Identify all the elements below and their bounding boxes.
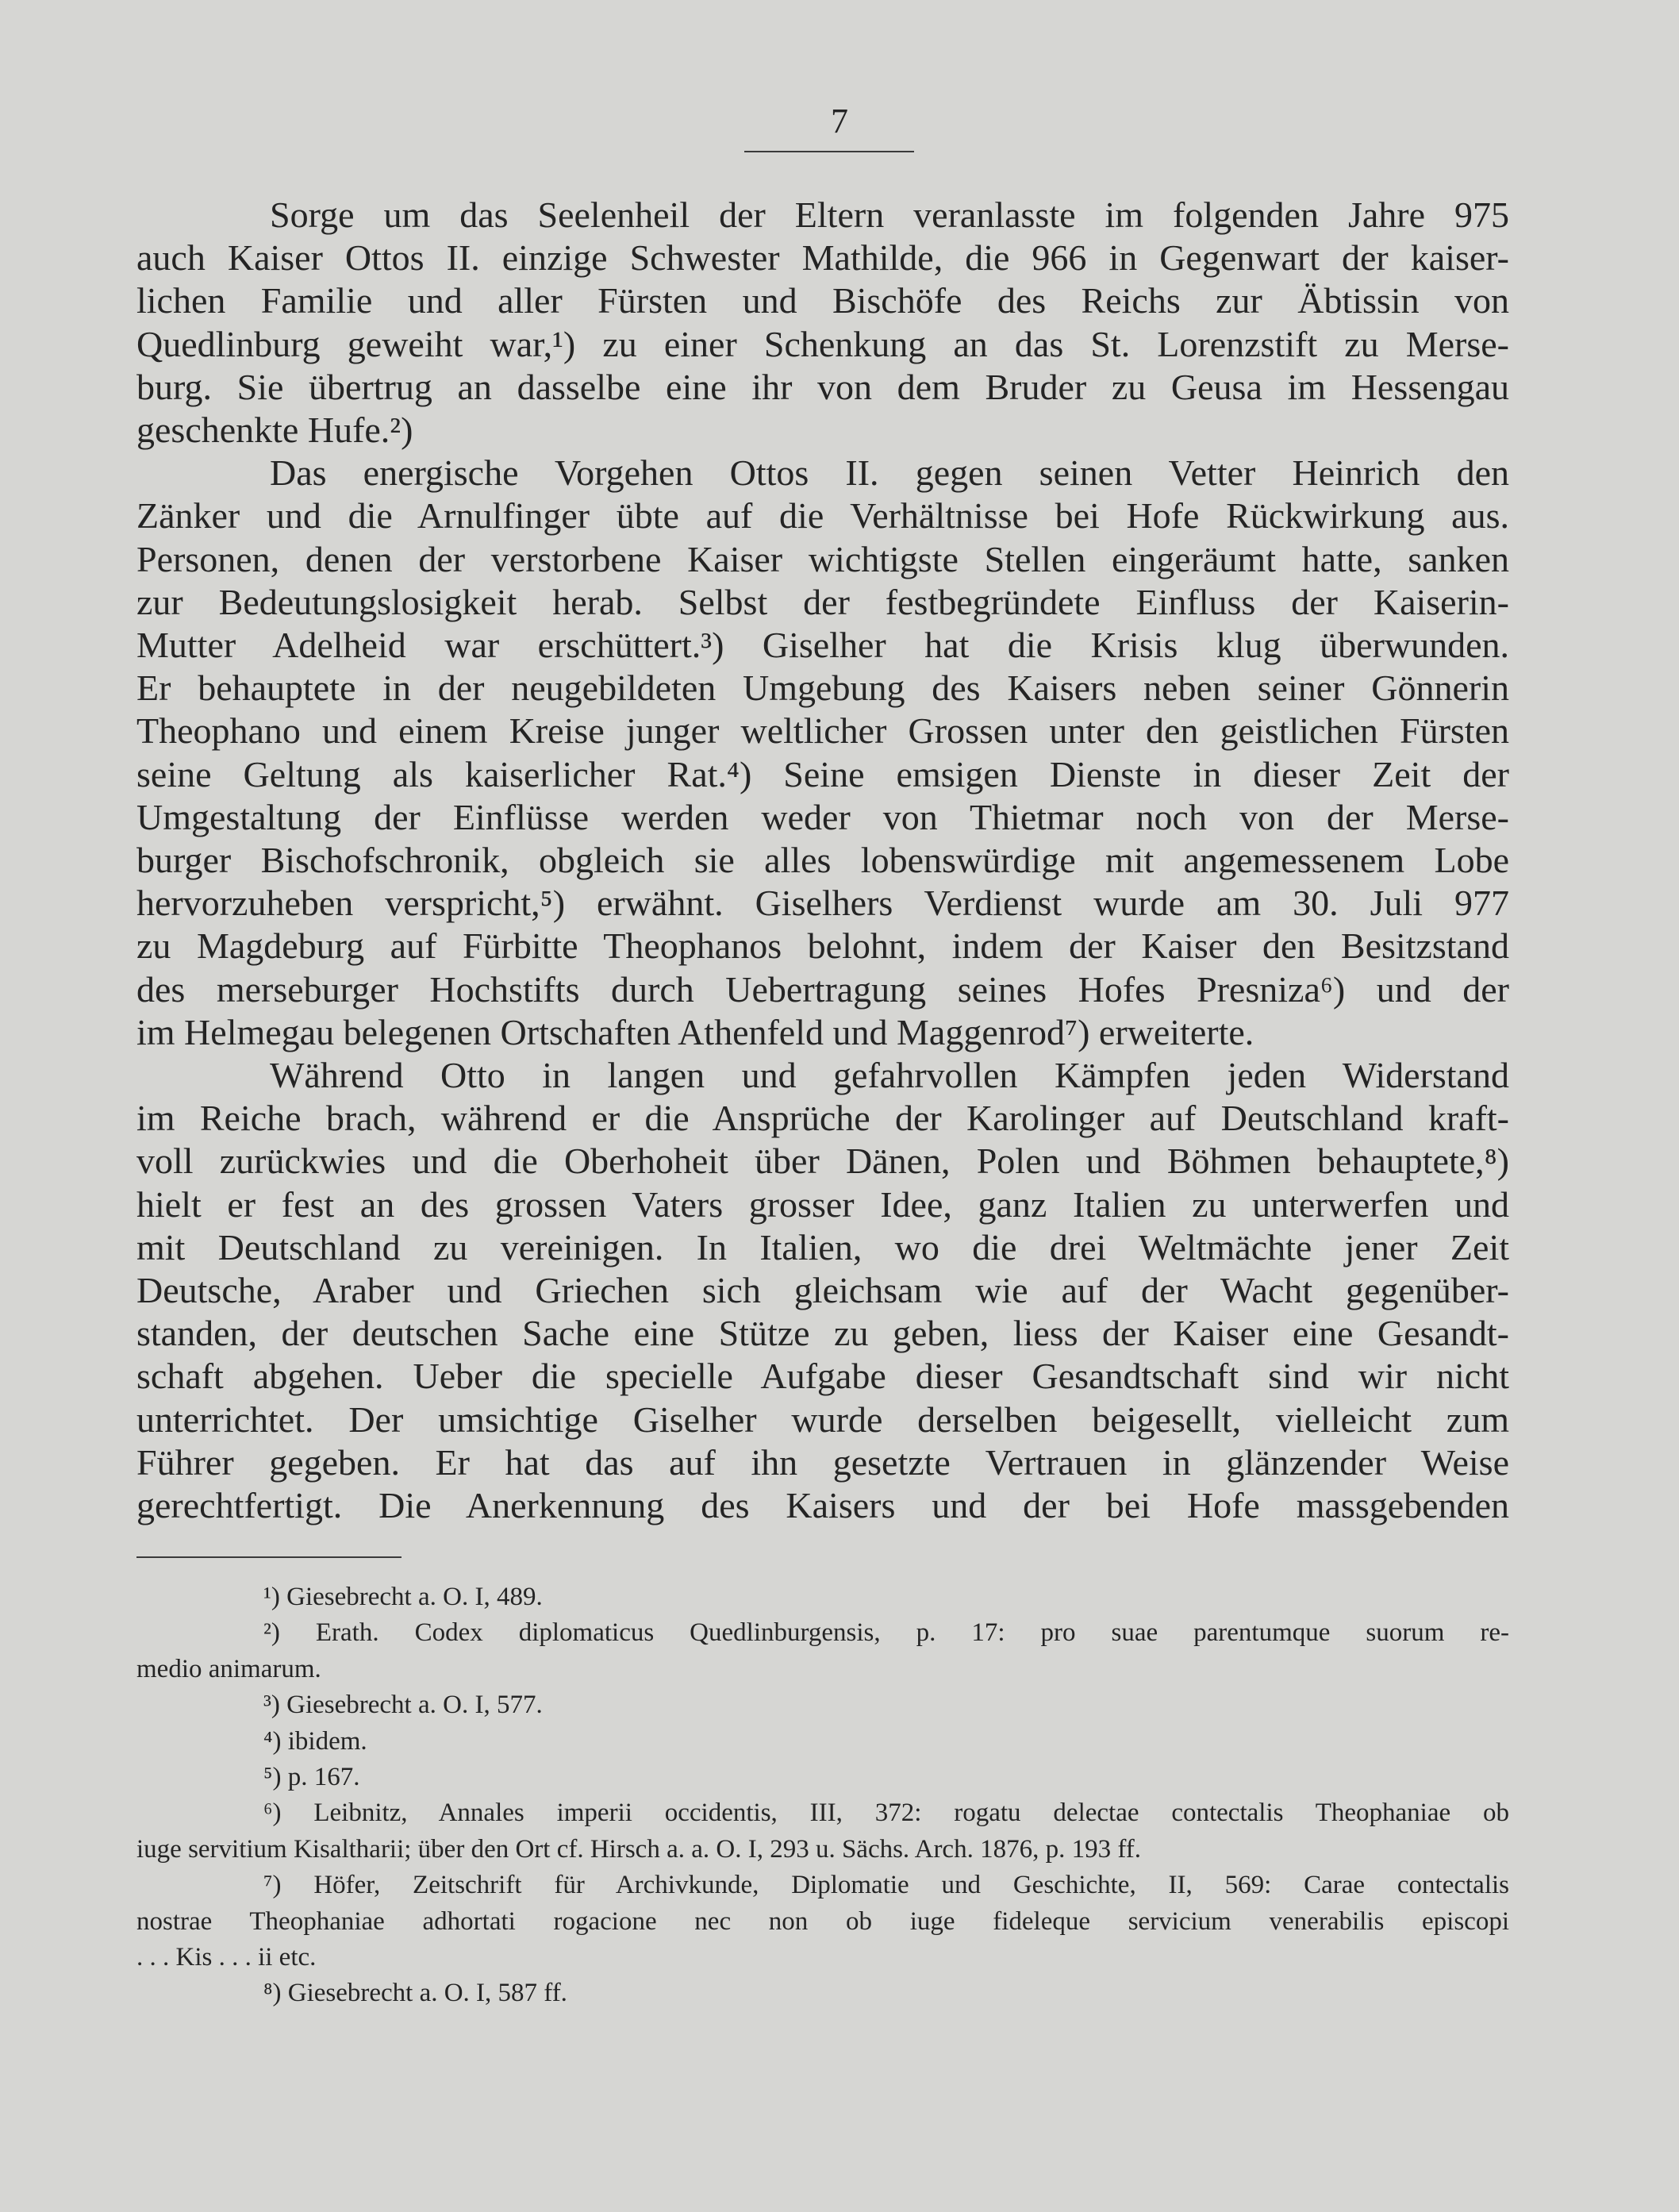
text-line: seine Geltung als kaiserlicher Rat.⁴) Seine emsigen Dienste in dieser Zeit der xyxy=(136,753,1509,794)
footnote-1: ¹) Giesebrecht a. O. I, 489. xyxy=(263,1583,543,1611)
text-line: burger Bischofschronik, obgleich sie alles lobenswürdige mit angemessenem Lobe xyxy=(136,840,1509,881)
text-line: Quedlinburg geweiht war,¹) zu einer Schenkung an das St. Lorenzstift zu Merse- xyxy=(136,323,1509,364)
text-line: Theophano und einem Kreise junger weltlicher Grossen unter den geistlichen Fürsten xyxy=(136,710,1509,752)
footnote-7-cont: . . . Kis . . . ii etc. xyxy=(136,1943,317,1972)
text-line: mit Deutschland zu vereinigen. In Italien, wo die drei Weltmächte jener Zeit xyxy=(136,1226,1509,1268)
footnote-2: ²) Erath. Codex diplomaticus Quedlinburgensis, p. 17: pro suae parentumque suorum re- xyxy=(263,1618,1509,1648)
page-number: 7 xyxy=(831,102,848,140)
text-line: hielt er fest an des grossen Vaters grosser Idee, ganz Italien zu unterwerfen und xyxy=(136,1183,1509,1225)
text-line: lichen Familie und aller Fürsten und Bischöfe des Reichs zur Äbtissin von xyxy=(136,280,1509,321)
text-line: schaft abgehen. Ueber die specielle Aufgabe dieser Gesandtschaft sind wir nicht xyxy=(136,1356,1509,1397)
text-line: standen, der deutschen Sache eine Stütze zu geben, liess der Kaiser eine Gesandt- xyxy=(136,1313,1509,1354)
text-line: Führer gegeben. Er hat das auf ihn gesetzte Vertrauen in glänzender Weise xyxy=(136,1441,1509,1483)
footnote-2-cont: medio animarum. xyxy=(136,1654,321,1683)
text-line: zur Bedeutungslosigkeit herab. Selbst der festbegründete Einfluss der Kaiserin- xyxy=(136,581,1509,622)
text-line: des merseburger Hochstifts durch Uebertragung seines Hofes Presniza⁶) und der xyxy=(136,968,1509,1010)
text-line: Personen, denen der verstorbene Kaiser wichtigste Stellen eingeräumt hatte, sanken xyxy=(136,538,1509,579)
text-line: Mutter Adelheid war erschüttert.³) Giselher hat die Krisis klug überwunden. xyxy=(136,625,1509,666)
footnote-8: ⁸) Giesebrecht a. O. I, 587 ff. xyxy=(263,1979,567,2008)
text-line: Während Otto in langen und gefahrvollen Kämpfen jeden Widerstand xyxy=(270,1055,1509,1096)
text-line: geschenkte Hufe.²) xyxy=(136,410,413,451)
text-line: Umgestaltung der Einflüsse werden weder von Thietmar noch von der Merse- xyxy=(136,796,1509,837)
footnote-5: ⁵) p. 167. xyxy=(263,1763,360,1792)
footnote-rule xyxy=(136,1556,402,1558)
text-line: Sorge um das Seelenheil der Eltern veranlasste im folgenden Jahre 975 xyxy=(270,194,1509,235)
footnote-4: ⁴) ibidem. xyxy=(263,1726,367,1756)
text-line: burg. Sie übertrug an dasselbe eine ihr von dem Bruder zu Geusa im Hessengau xyxy=(136,366,1509,407)
text-line: Deutsche, Araber und Griechen sich gleichsam wie auf der Wacht gegenüber- xyxy=(136,1270,1509,1311)
text-line: im Helmegau belegenen Ortschaften Athenfeld und Maggenrod⁷) erweiterte. xyxy=(136,1011,1254,1052)
footnote-7-cont: nostrae Theophaniae adhortati rogacione nec non ob iuge fideleque servicium venerabilis episcopi xyxy=(136,1906,1509,1936)
text-line: zu Magdeburg auf Fürbitte Theophanos belohnt, indem der Kaiser den Besitzstand xyxy=(136,925,1509,967)
header-rule xyxy=(744,151,914,152)
text-line: unterrichtet. Der umsichtige Giselher wurde derselben beigesellt, vielleicht zum xyxy=(136,1398,1509,1440)
text-line: auch Kaiser Ottos II. einzige Schwester Mathilde, die 966 in Gegenwart der kaiser- xyxy=(136,237,1509,279)
text-line: im Reiche brach, während er die Ansprüche der Karolinger auf Deutschland kraft- xyxy=(136,1098,1509,1139)
text-line: hervorzuheben verspricht,⁵) erwähnt. Giselhers Verdienst wurde am 30. Juli 977 xyxy=(136,883,1509,924)
body-text xyxy=(136,194,1509,1527)
text-line: voll zurückwies und die Oberhoheit über Dänen, Polen und Böhmen behauptete,⁸) xyxy=(136,1141,1509,1182)
text-line: Das energische Vorgehen Ottos II. gegen seinen Vetter Heinrich den xyxy=(270,452,1509,494)
text-line: Zänker und die Arnulfinger übte auf die Verhältnisse bei Hofe Rückwirkung aus. xyxy=(136,495,1509,537)
text-line: gerechtfertigt. Die Anerkennung des Kaisers und der bei Hofe massgebenden xyxy=(136,1485,1509,1526)
footnote-3: ³) Giesebrecht a. O. I, 577. xyxy=(263,1691,543,1720)
footnotes xyxy=(136,1579,1509,2012)
text-line: Er behauptete in der neugebildeten Umgebung des Kaisers neben seiner Gönnerin xyxy=(136,667,1509,709)
footnote-6: ⁶) Leibnitz, Annales imperii occidentis, III, 372: rogatu delectae contectalis Theophaniae ob xyxy=(263,1798,1509,1828)
footnote-7: ⁷) Höfer, Zeitschrift für Archivkunde, Diplomatie und Geschichte, II, 569: Carae contectalis xyxy=(263,1871,1509,1900)
footnote-6-cont: iuge servitium Kisaltharii; über den Ort cf. Hirsch a. a. O. I, 293 u. Sächs. Arch. 1876, p. 193 ff. xyxy=(136,1834,1141,1864)
